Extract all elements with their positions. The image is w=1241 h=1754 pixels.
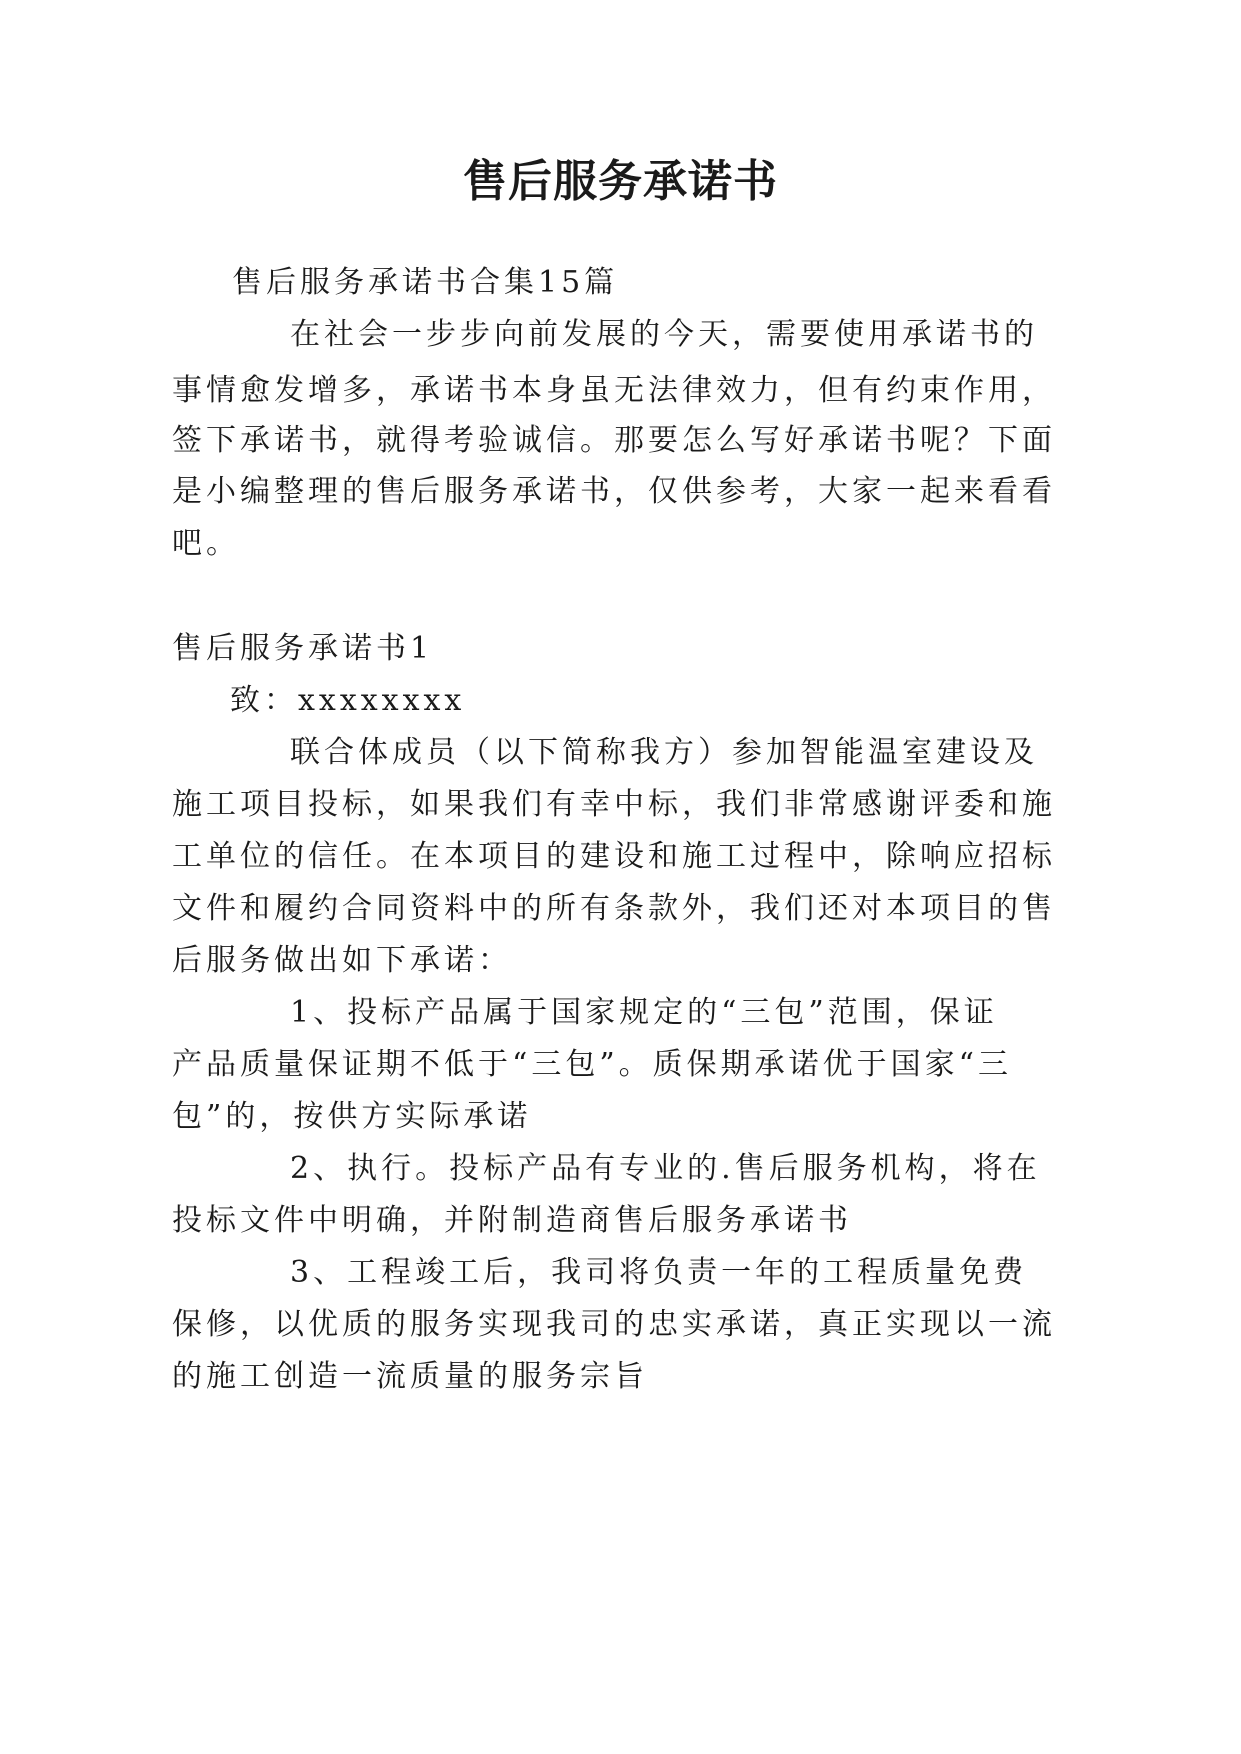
item-line: 包”的，按供方实际承诺 [172, 1099, 532, 1134]
section-heading: 售后服务承诺书1 [172, 631, 434, 666]
item-line: 投标文件中明确，并附制造商售后服务承诺书 [172, 1203, 852, 1238]
item-line: 保修，以优质的服务实现我司的忠实承诺，真正实现以一流 [172, 1307, 1056, 1342]
item-line: 的施工创造一流质量的服务宗旨 [172, 1359, 648, 1394]
subtitle: 售后服务承诺书合集15篇 [232, 265, 619, 300]
document-title: 售后服务承诺书 [463, 156, 778, 207]
intro-line: 事情愈发增多，承诺书本身虽无法律效力，但有约束作用， [172, 373, 1056, 408]
body-line: 工单位的信任。在本项目的建设和施工过程中，除响应招标 [172, 839, 1056, 874]
item-line: 3、工程竣工后，我司将负责一年的工程质量免费 [290, 1255, 1028, 1290]
body-line: 文件和履约合同资料中的所有条款外，我们还对本项目的售 [172, 891, 1056, 926]
intro-line: 是小编整理的售后服务承诺书，仅供参考，大家一起来看看 [172, 474, 1056, 509]
body-line: 联合体成员（以下简称我方）参加智能温室建设及 [290, 735, 1038, 770]
item-line: 2、执行。投标产品有专业的.售后服务机构，将在 [290, 1151, 1041, 1186]
item-line: 产品质量保证期不低于“三包”。质保期承诺优于国家“三 [172, 1047, 1013, 1082]
body-line: 施工项目投标，如果我们有幸中标，我们非常感谢评委和施 [172, 787, 1056, 822]
intro-line: 在社会一步步向前发展的今天，需要使用承诺书的 [290, 317, 1038, 352]
addressee-line: 致：xxxxxxxx [230, 683, 466, 718]
intro-line: 签下承诺书，就得考验诚信。那要怎么写好承诺书呢？下面 [172, 423, 1056, 458]
item-line: 1、投标产品属于国家规定的“三包”范围，保证 [290, 995, 998, 1030]
body-line: 后服务做出如下承诺： [172, 943, 512, 978]
intro-line: 吧。 [172, 526, 240, 561]
